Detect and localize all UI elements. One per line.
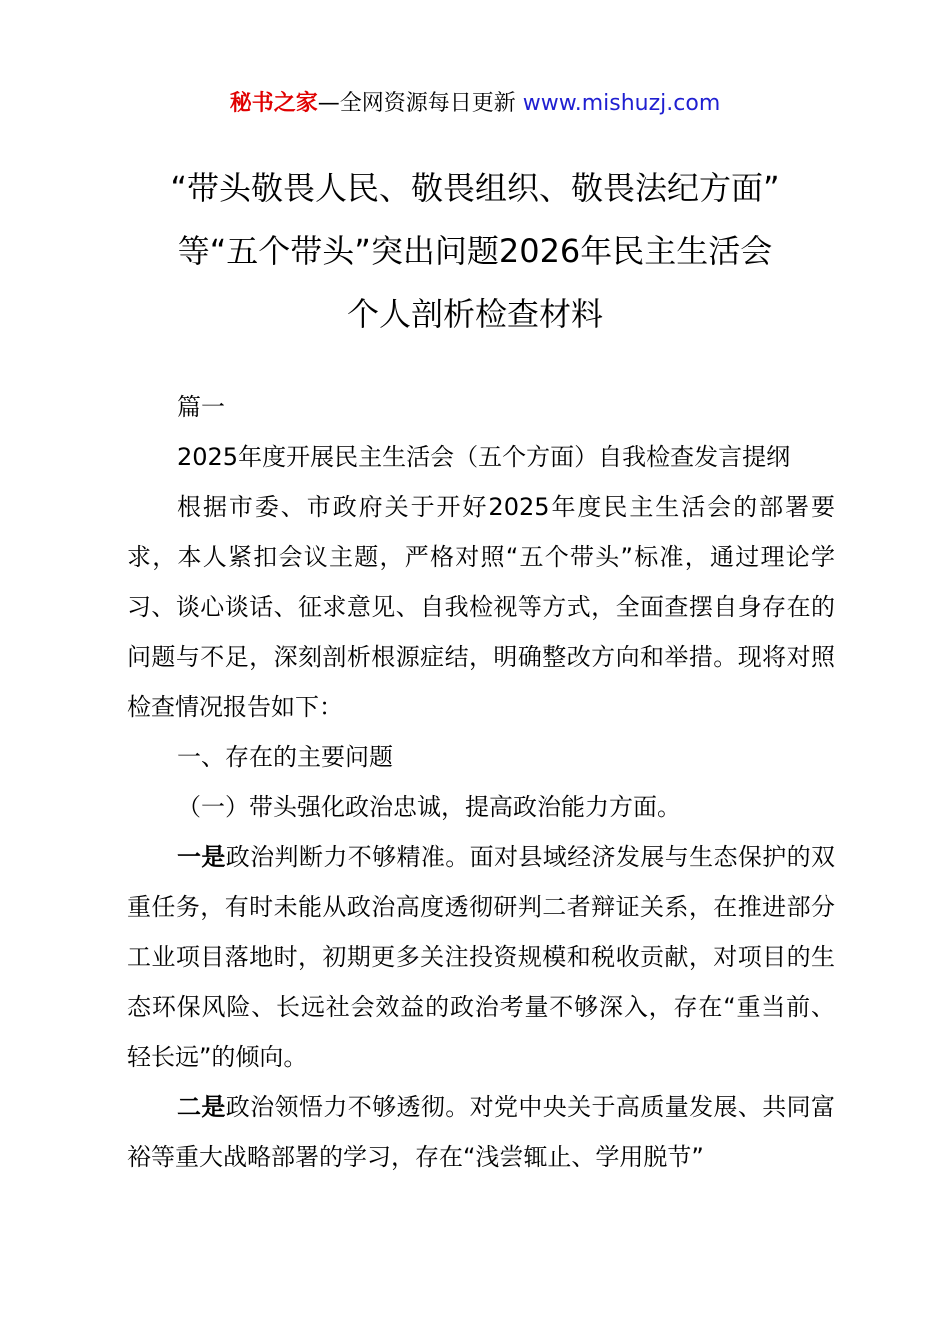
- document-title: [0, 157, 950, 346]
- point-one-text: 政治判断力不够精准。面对县域经济发展与生态保护的双重任务，有时未能从政治高度透彻研判二者辩证关系，在推进部分工业项目落地时，初期更多关注投资规模和税收贡献，对项目的生态环保风险、长远社会效益的政治考量不够深入，存在“重当前、轻长远”的倾向。: [127, 843, 836, 1071]
- site-header: [0, 88, 950, 120]
- point-two-paragraph: [127, 1082, 835, 1182]
- section-label: 篇一: [177, 393, 225, 421]
- point-two-lead: 二是: [177, 1093, 226, 1121]
- header-tagline: —全网资源每日更新: [317, 91, 523, 116]
- site-url-link[interactable]: www.mishuzj.com: [522, 91, 721, 116]
- point-one-paragraph: [127, 832, 835, 1082]
- intro-paragraph: 根据市委、市政府关于开好2025年度民主生活会的部署要求，本人紧扣会议主题，严格对照“五个带头”标准，通过理论学习、谈心谈话、征求意见、自我检视等方式，全面查摆自身存在的问题与不足，深刻剖析根源症结，明确整改方向和举措。现将对照检查情况报告如下：: [127, 493, 835, 721]
- document-body: [127, 382, 835, 1182]
- subheading-political-loyalty: （一）带头强化政治忠诚，提高政治能力方面。: [177, 793, 681, 821]
- heading-main-problems: 一、存在的主要问题: [177, 743, 393, 771]
- brand-name: 秘书之家: [229, 91, 318, 116]
- title-line-3: 个人剖析检查材料: [346, 295, 603, 333]
- title-line-2: 等“五个带头”突出问题2026年民主生活会: [177, 232, 773, 270]
- document-subtitle: 2025年度开展民主生活会（五个方面）自我检查发言提纲: [177, 443, 791, 471]
- point-one-lead: 一是: [177, 843, 226, 871]
- point-two-text: 政治领悟力不够透彻。对党中央关于高质量发展、共同富裕等重大战略部署的学习，存在“浅尝辄止、学用脱节”: [127, 1093, 836, 1171]
- title-line-1: “带头敬畏人民、敬畏组织、敬畏法纪方面”: [170, 169, 780, 207]
